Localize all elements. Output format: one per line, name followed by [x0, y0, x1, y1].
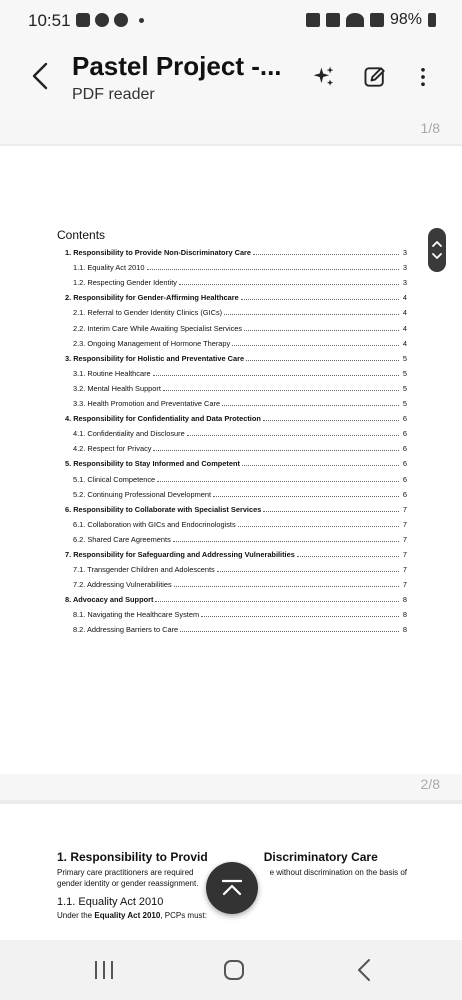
toc-entry[interactable] [65, 408, 407, 423]
toc-dot-leader [242, 465, 399, 466]
toc-dot-leader [217, 571, 399, 572]
subsection-text-suffix: , PCPs must: [160, 911, 207, 920]
toc-entry-label: 2.3. Ongoing Management of Hormone Therapy [73, 338, 231, 348]
toc-entry-page: 8 [402, 625, 407, 635]
toc-entry-label: 2.1. Referral to Gender Identity Clinics (GICs) [73, 308, 223, 318]
toc-entry-label: 7.1. Transgender Children and Adolescents [73, 565, 215, 575]
toc-entry[interactable] [65, 499, 407, 514]
toc-dot-leader [232, 345, 399, 346]
toc-entry-label: 1.1. Equality Act 2010 [73, 263, 145, 273]
recent-apps-button[interactable] [84, 954, 124, 986]
toc-entry-page: 7 [402, 580, 407, 590]
toc-dot-leader [246, 360, 399, 361]
subsection-text-prefix: Under the [57, 911, 95, 920]
chevron-down-icon [432, 253, 442, 260]
toc-entry-label: 8.1. Navigating the Healthcare System [73, 610, 200, 620]
toc-entry-label: 1. Responsibility to Provide Non-Discriminatory Care [65, 248, 252, 258]
signal-icon [370, 13, 384, 27]
toc-entry-page: 7 [402, 565, 407, 575]
back-arrow-icon [31, 62, 49, 90]
nav-back-icon [356, 958, 372, 982]
sparkle-icon [311, 64, 337, 90]
wifi-icon [346, 13, 364, 27]
toc-entry-label: 8. Advocacy and Support [65, 595, 154, 605]
toc-dot-leader [263, 420, 399, 421]
fast-scroll-handle[interactable] [428, 228, 446, 272]
home-button[interactable] [214, 954, 254, 986]
ai-assist-button[interactable] [309, 62, 339, 92]
toc-entry[interactable] [65, 257, 407, 272]
more-vertical-icon [419, 64, 427, 90]
toc-entry-page: 7 [402, 504, 407, 514]
paragraph-line-2: gender identity or gender reassignment. [57, 879, 199, 888]
toc-dot-leader [153, 375, 399, 376]
paragraph-line-right: e without discrimination on the basis of [269, 868, 407, 877]
toc-entry-page: 6 [402, 474, 407, 484]
contents-heading: Contents [57, 228, 106, 242]
toc-entry[interactable] [65, 287, 407, 302]
toc-entry-label: 2. Responsibility for Gender-Affirming Healthcare [65, 293, 239, 303]
toc-entry-label: 4.2. Respect for Privacy [73, 444, 152, 454]
toc-entry-label: 3.2. Mental Health Support [73, 383, 161, 393]
toc-entry-page: 8 [402, 595, 407, 605]
toc-entry[interactable] [65, 514, 407, 529]
toc-entry-page: 5 [402, 368, 407, 378]
toc-entry-label: 5. Responsibility to Stay Informed and Competent [65, 459, 240, 469]
page-indicator: 1/8 [420, 120, 440, 136]
toc-entry[interactable] [65, 544, 407, 559]
toc-entry-page: 4 [402, 323, 407, 333]
toc-entry[interactable] [65, 604, 407, 619]
page-indicator: 2/8 [420, 776, 440, 792]
toc-entry[interactable] [65, 348, 407, 363]
toc-entry[interactable] [65, 423, 407, 438]
battery-percentage: 98% [389, 11, 422, 28]
subsection-text [57, 911, 207, 920]
toc-entry-label: 5.1. Clinical Competence [73, 474, 156, 484]
toc-entry-label: 6. Responsibility to Collaborate with Specialist Services [65, 504, 262, 514]
section-heading-start: 1. Responsibility to Provid [57, 850, 208, 864]
chevron-up-icon [432, 240, 442, 247]
paragraph-line-left: Primary care practitioners are required [57, 868, 194, 877]
toc-entry-label: 4.1. Confidentiality and Disclosure [73, 429, 185, 439]
status-time: 10:51 [28, 11, 71, 30]
battery-icon [428, 13, 436, 27]
toc-entry-label: 3.1. Routine Healthcare [73, 368, 151, 378]
toc-dot-leader [173, 541, 399, 542]
toc-entry-page: 7 [402, 519, 407, 529]
toc-dot-leader [157, 481, 399, 482]
toc-dot-leader [241, 299, 399, 300]
toc-dot-leader [244, 330, 399, 331]
toc-entry-page: 6 [402, 489, 407, 499]
edit-button[interactable] [360, 62, 390, 92]
toc-dot-leader [222, 405, 399, 406]
app-subtitle: PDF reader [72, 86, 155, 103]
toc-entry-page: 4 [402, 293, 407, 303]
more-notifications-dot-icon [139, 18, 144, 23]
toc-entry-label: 1.2. Respecting Gender Identity [73, 278, 177, 288]
scroll-to-top-icon [221, 878, 243, 898]
toc-entry-page: 6 [402, 459, 407, 469]
toc-entry-page: 8 [402, 610, 407, 620]
subsection-heading: 1.1. Equality Act 2010 [57, 896, 164, 908]
toc-entry-page: 7 [402, 534, 407, 544]
toc-entry-page: 6 [402, 429, 407, 439]
toc-entry[interactable] [65, 272, 407, 287]
page-indicator-bar [0, 118, 462, 144]
notification-icons [76, 13, 144, 27]
section-heading [57, 850, 378, 864]
toc-dot-leader [187, 435, 399, 436]
toc-entry[interactable] [65, 363, 407, 378]
toc-entry-label: 7. Responsibility for Safeguarding and Addressing Vulnerabilities [65, 549, 295, 559]
system-status-icons [306, 11, 436, 29]
document-title: Pastel Project -... [72, 51, 282, 81]
toc-dot-leader [163, 390, 399, 391]
toc-entry-page: 6 [402, 444, 407, 454]
toc-dot-leader [147, 269, 400, 270]
toc-entry[interactable] [65, 468, 407, 483]
toc-entry-page: 5 [402, 383, 407, 393]
pdf-page-contents [0, 146, 462, 798]
toc-dot-leader [263, 511, 399, 512]
toc-entry[interactable] [65, 438, 407, 453]
toc-entry[interactable] [65, 378, 407, 393]
toc-dot-leader [297, 556, 399, 557]
toc-entry-label: 8.2. Addressing Barriers to Care [73, 625, 179, 635]
nav-back-button[interactable] [344, 954, 384, 986]
whatsapp-notification-icon [95, 13, 109, 27]
toc-entry-label: 2.2. Interim Care While Awaiting Specialist Services [73, 323, 243, 333]
app-bar [0, 42, 462, 118]
toc-entry-label: 6.1. Collaboration with GICs and Endocrinologists [73, 519, 236, 529]
toc-entry-page: 3 [402, 263, 407, 273]
toc-entry-page: 5 [402, 399, 407, 409]
toc-entry[interactable] [65, 574, 407, 589]
home-icon [222, 958, 246, 982]
toc-dot-leader [153, 450, 399, 451]
toc-entry-page: 3 [402, 248, 407, 258]
toc-entry[interactable] [65, 619, 407, 634]
toc-entry[interactable] [65, 393, 407, 408]
section-heading-end: Discriminatory Care [263, 850, 378, 864]
toc-entry-label: 6.2. Shared Care Agreements [73, 534, 171, 544]
toc-entry-label: 5.2. Continuing Professional Development [73, 489, 212, 499]
toc-dot-leader [174, 586, 399, 587]
toc-entry[interactable] [65, 333, 407, 348]
toc-entry[interactable] [65, 529, 407, 544]
toc-dot-leader [180, 631, 399, 632]
recent-apps-icon [92, 959, 116, 981]
toc-dot-leader [213, 496, 399, 497]
edit-pencil-icon [362, 64, 388, 90]
toc-entry-label: 4. Responsibility for Confidentiality and Data Protection [65, 414, 261, 424]
toc-entry[interactable] [65, 559, 407, 574]
toc-dot-leader [201, 616, 399, 617]
toc-entry[interactable] [65, 453, 407, 468]
back-button[interactable] [24, 58, 56, 94]
pdf-viewer[interactable] [0, 118, 462, 940]
scroll-to-top-button[interactable] [206, 862, 258, 914]
toc-entry[interactable] [65, 317, 407, 332]
alarm-icon [306, 13, 320, 27]
table-of-contents [65, 242, 407, 634]
page-indicator-bar [0, 774, 462, 800]
toc-entry-page: 7 [402, 549, 407, 559]
toc-entry-page: 5 [402, 353, 407, 363]
toc-entry-page: 6 [402, 414, 407, 424]
toc-entry[interactable] [65, 242, 407, 257]
toc-entry[interactable] [65, 302, 407, 317]
gallery-notification-icon [76, 13, 90, 27]
system-nav-bar [0, 940, 462, 1000]
toc-entry-label: 3.3. Health Promotion and Preventative Care [73, 399, 221, 409]
more-options-button[interactable] [408, 62, 438, 92]
toc-dot-leader [179, 284, 399, 285]
toc-dot-leader [224, 314, 399, 315]
toc-entry-page: 4 [402, 308, 407, 318]
toc-entry-label: 3. Responsibility for Holistic and Preventative Care [65, 353, 245, 363]
toc-entry[interactable] [65, 589, 407, 604]
toc-entry-page: 4 [402, 338, 407, 348]
toc-dot-leader [238, 526, 399, 527]
mute-icon [326, 13, 340, 27]
toc-entry-label: 7.2. Addressing Vulnerabilities [73, 580, 172, 590]
toc-entry-page: 3 [402, 278, 407, 288]
toc-dot-leader [253, 254, 399, 255]
toc-dot-leader [155, 601, 399, 602]
status-bar [0, 0, 462, 42]
toc-entry[interactable] [65, 484, 407, 499]
subsection-text-bold: Equality Act 2010 [94, 911, 161, 920]
snapchat-notification-icon [114, 13, 128, 27]
